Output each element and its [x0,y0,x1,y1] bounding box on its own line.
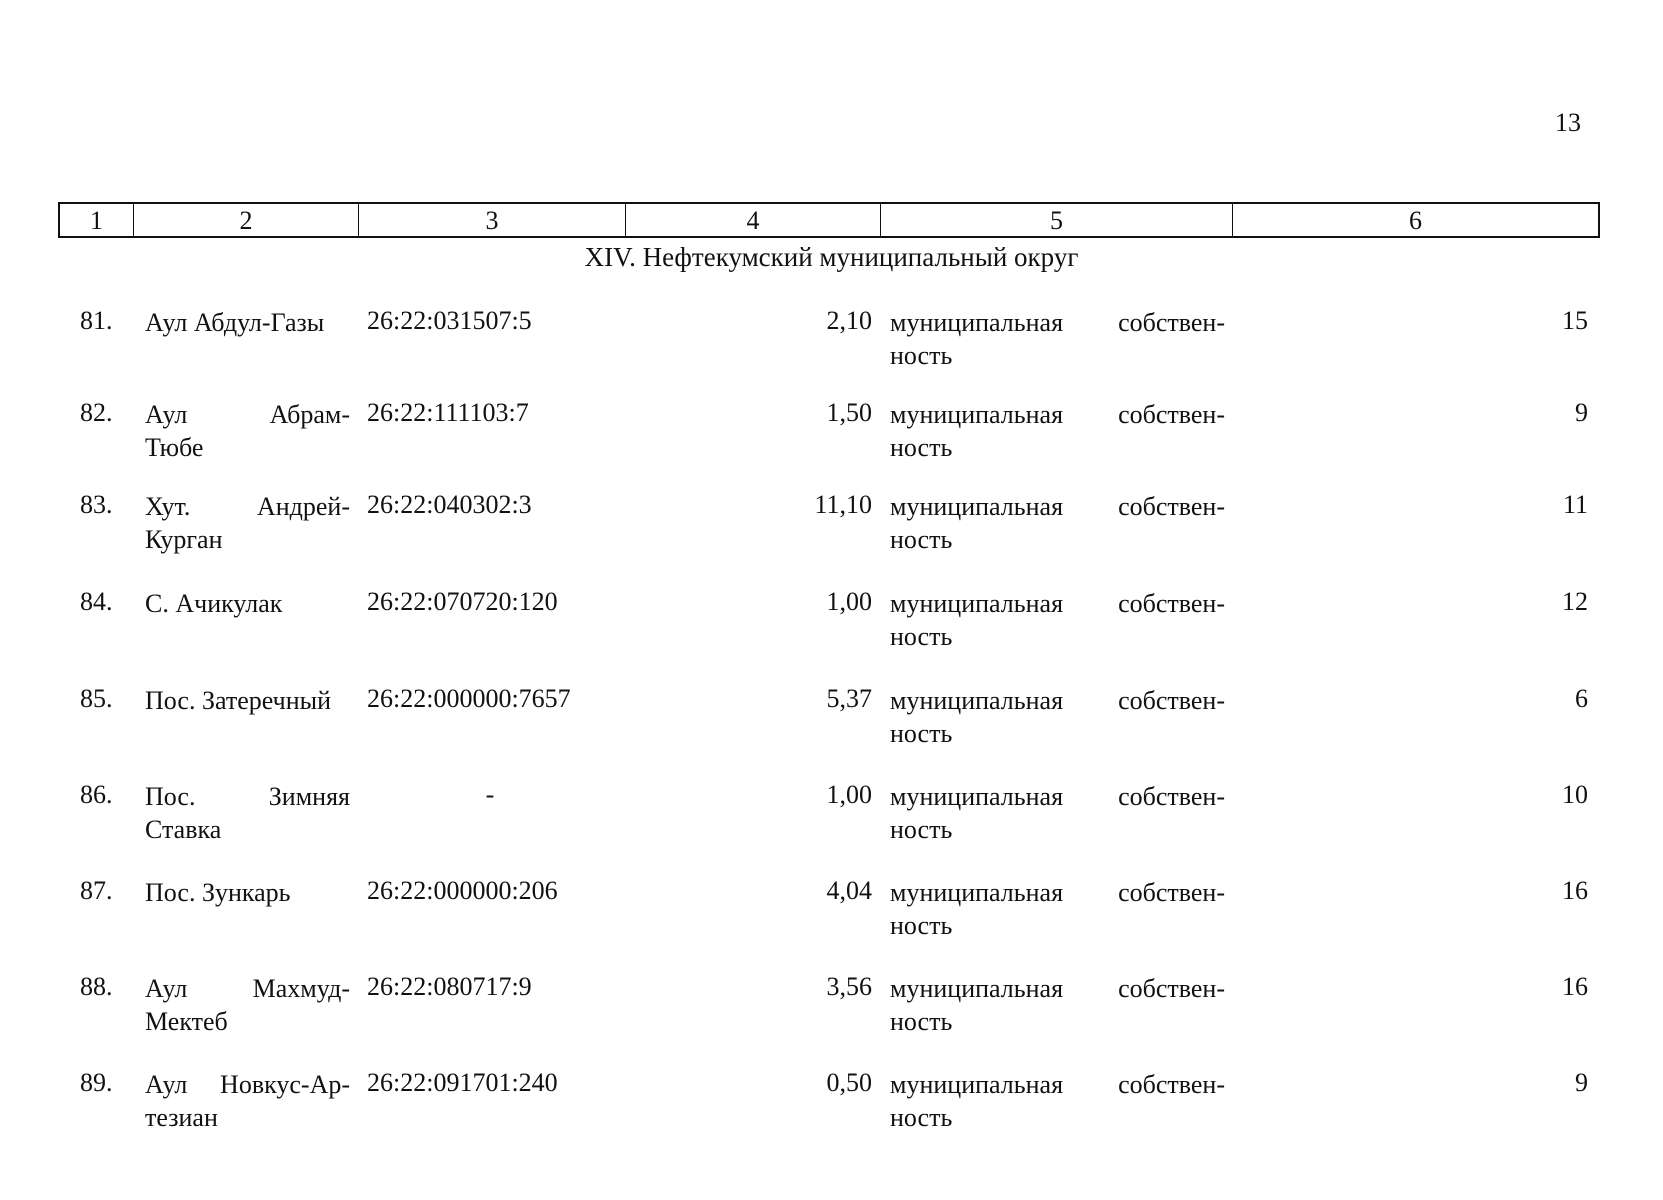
count-value: 16 [1562,972,1588,1001]
cadastral-number: 26:22:040302:3 [367,490,532,519]
ownership-type: муниципальная собствен- ность [890,400,1225,462]
table-row [0,306,1663,386]
area-value: 1,50 [826,398,872,427]
section-title: XIV. Нефтекумский муниципальный округ [584,242,1079,272]
column-header-5: 5 [881,204,1233,236]
count-value: 10 [1562,780,1588,809]
column-header-3: 3 [359,204,626,236]
row-number: 83. [80,490,113,519]
settlement-name: Аул Махмуд- Мектеб [145,974,350,1036]
cadastral-number: 26:22:070720:120 [367,587,558,616]
count-value: 6 [1575,684,1588,713]
table-row [0,587,1663,667]
row-number: 82. [80,398,113,427]
area-value: 1,00 [826,587,872,616]
settlement-name: Аул Новкус-Ар- тезиан [145,1070,350,1132]
settlement-name: Пос. Зункарь [145,878,291,907]
cadastral-number: 26:22:000000:7657 [367,684,571,713]
ownership-type: муниципальная собствен- ность [890,878,1225,940]
count-value: 11 [1562,490,1588,519]
table-row [0,684,1663,764]
cadastral-number: 26:22:111103:7 [367,398,529,427]
column-header-4: 4 [626,204,881,236]
area-value: 11,10 [814,490,872,519]
table-row [0,398,1663,478]
cadastral-number: 26:22:091701:240 [367,1068,558,1097]
settlement-name: Пос. Зимняя Ставка [145,782,350,844]
count-value: 9 [1575,1068,1588,1097]
row-number: 84. [80,587,113,616]
area-value: 4,04 [826,876,872,905]
row-number: 87. [80,876,113,905]
settlement-name: Аул Абрам- Тюбе [145,400,350,462]
row-number: 89. [80,1068,113,1097]
row-number: 88. [80,972,113,1001]
cadastral-number: 26:22:031507:5 [367,306,532,335]
ownership-type: муниципальная собствен- ность [890,589,1225,651]
table-row [0,1068,1663,1148]
page-number: 13 [1555,108,1581,137]
row-number: 86. [80,780,113,809]
area-value: 1,00 [826,780,872,809]
settlement-name: С. Ачикулак [145,589,283,618]
row-number: 81. [80,306,113,335]
ownership-type: муниципальная собствен- ность [890,686,1225,748]
table-row [0,490,1663,570]
column-header-2: 2 [134,204,359,236]
count-value: 15 [1562,306,1588,335]
ownership-type: муниципальная собствен- ность [890,492,1225,554]
ownership-type: муниципальная собствен- ность [890,782,1225,844]
area-value: 3,56 [826,972,872,1001]
column-header-row [58,202,1600,238]
cadastral-number: 26:22:000000:206 [367,876,558,905]
settlement-name: Аул Абдул-Газы [145,308,325,337]
settlement-name: Хут. Андрей- Курган [145,492,350,554]
ownership-type: муниципальная собствен- ность [890,308,1225,370]
count-value: 9 [1575,398,1588,427]
column-header-1: 1 [60,204,134,236]
cadastral-number: 26:22:080717:9 [367,972,532,1001]
ownership-type: муниципальная собствен- ность [890,1070,1225,1132]
area-value: 5,37 [826,684,872,713]
table-row [0,972,1663,1052]
column-header-6: 6 [1409,206,1422,235]
count-value: 12 [1562,587,1588,616]
area-value: 0,50 [826,1068,872,1097]
ownership-type: муниципальная собствен- ность [890,974,1225,1036]
settlement-name: Пос. Затеречный [145,686,332,715]
table-row [0,780,1663,860]
cadastral-number: - [485,780,495,809]
area-value: 2,10 [826,306,872,335]
row-number: 85. [80,684,113,713]
count-value: 16 [1562,876,1588,905]
table-row [0,876,1663,956]
